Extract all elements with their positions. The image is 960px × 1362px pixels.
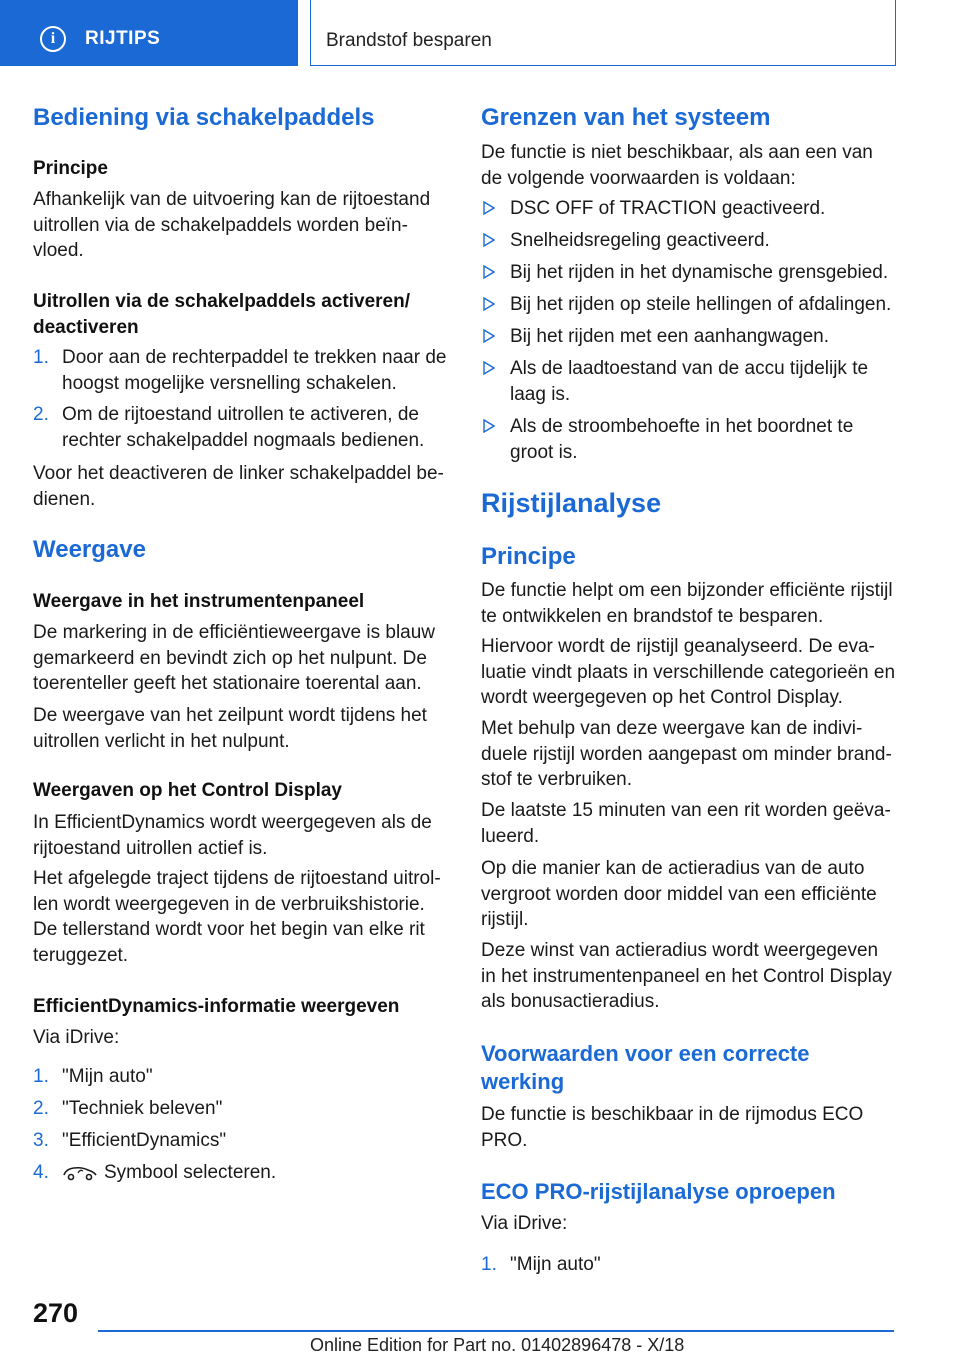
section-tab [310,0,896,66]
bullet-item [481,196,897,222]
list-item [33,1128,448,1154]
list-number: 1. [481,1254,497,1275]
list-text: "EfficientDynamics" [62,1130,227,1151]
footer-edition: Online Edition for Part no. 01402896478 - X/18 [310,1335,685,1355]
heading-eco-pro: ECO PRO-rijstijlanalyse oproepen [481,1179,836,1204]
bullet-text: Als de laadtoestand van de accu tijdelijk te laag is. [510,358,869,405]
list-number: 4. [33,1162,49,1183]
bullet-text: Bij het rijden in het dynamische grensgebied. [510,262,889,283]
heading-uitrollen: Uitrollen via de schakelpaddels activeren/ deactiveren [33,291,410,338]
bullet-triangle-icon [483,201,495,215]
chapter-tab [0,0,298,66]
bullet-triangle-icon [483,361,495,375]
heading-grenzen: Grenzen van het systeem [481,104,771,131]
bullet-text: Als de stroombehoefte in het boordnet te groot is. [510,416,854,463]
list-item [33,402,448,453]
page-number: 270 [33,1298,79,1328]
page-header [0,0,960,66]
list-text-with-icon [62,1160,448,1186]
list-text: Symbool selecteren. [104,1162,277,1183]
list-item [33,1064,448,1090]
bullet-triangle-icon [483,419,495,433]
bullet-item [481,324,897,350]
bullet-triangle-icon [483,329,495,343]
paragraph-grenzen: De functie is niet beschikbaar, als aan een van de volgende voorwaarden is voldaan: [481,142,873,189]
bullet-item [481,228,897,254]
footer-divider [98,1330,894,1332]
bullet-text: DSC OFF of TRACTION geactiveerd. [510,198,826,219]
paragraph-via-idrive-right: Via iDrive: [481,1213,568,1234]
heading-rijstijlanalyse: Rijstijlanalyse [481,488,662,518]
list-number: 1. [33,1066,49,1087]
bullet-triangle-icon [483,233,495,247]
list-number: 3. [33,1130,49,1151]
heading-principe: Principe [33,158,108,179]
paragraph-instrumentenpaneel-2: De weergave van het zeilpunt wordt tijdens het uitrollen verlicht in het nulpunt. [33,705,427,752]
paragraph-rijstijl-5: Op die manier kan de actieradius van de auto vergroot worden door middel van een efficiënte rijstijl. [481,858,877,930]
heading-bediening: Bediening via schakelpaddels [33,104,375,131]
list-number: 2. [33,1098,49,1119]
list-text: "Mijn auto" [62,1066,153,1087]
list-number: 2. [33,404,49,425]
paragraph-rijstijl-4: De laatste 15 minuten van een rit worden geëva-lueerd. [481,800,891,847]
paragraph-rijstijl-6: Deze winst van actieradius wordt weergegeven in het instrumentenpaneel en het Control Display als bonusactieradius. [481,940,892,1012]
list-text: "Techniek beleven" [62,1098,223,1119]
list-item [33,1096,448,1122]
paragraph-control-display-2: Het afgelegde traject tijdens de rijtoestand uitrol-len wordt weergegeven in de verbruikshistorie. De tellerstand wordt voor het begin van elke rit teruggezet. [33,868,441,966]
bullet-text: Bij het rijden op steile hellingen of afdalingen. [510,294,892,315]
paragraph-via-idrive: Via iDrive: [33,1027,120,1048]
chapter-tab-label: RIJTIPS [85,28,161,49]
bullet-item [481,356,897,407]
paragraph-instrumentenpaneel-1: De markering in de efficiëntieweergave is blauw gemarkeerd en bevindt zich op het nulpunt. De toerenteller geeft het stationaire toerental aan. [33,622,436,694]
list-text: "Mijn auto" [510,1254,601,1275]
paragraph-control-display-1: In EfficientDynamics wordt weergegeven als de rijtoestand uitrollen actief is. [33,812,432,859]
paragraph-rijstijl-3: Met behulp van deze weergave kan de indivi-duele rijstijl worden aangepast om minder brand-stof te verbruiken. [481,718,892,790]
paragraph-voorwaarden: De functie is beschikbaar in de rijmodus ECO PRO. [481,1104,864,1151]
list-text: Door aan de rechterpaddel te trekken naar de hoogst mogelijke versnelling schakelen. [62,347,447,394]
paragraph-principe: Afhankelijk van de uitvoering kan de rijtoestand uitrollen via de schakelpaddels worden beïn-vloed. [33,189,431,261]
heading-ed-info: EfficientDynamics-informatie weergeven [33,996,400,1017]
heading-weergave: Weergave [33,536,146,563]
bullet-item [481,414,897,465]
list-item [481,1252,897,1278]
list-item [33,345,448,396]
bullet-text: Snelheidsregeling geactiveerd. [510,230,770,251]
heading-principe-rijstijl: Principe [481,543,576,570]
bullet-triangle-icon [483,297,495,311]
heading-control-display: Weergaven op het Control Display [33,780,342,801]
list-item [33,1160,448,1186]
list-text: Om de rijtoestand uitrollen te activeren, de rechter schakelpaddel nogmaals bedienen. [62,404,425,451]
bullet-triangle-icon [483,265,495,279]
bullet-item [481,292,897,318]
bullet-text: Bij het rijden met een aanhangwagen. [510,326,830,347]
paragraph-rijstijl-2: Hiervoor wordt de rijstijl geanalyseerd. De eva-luatie vindt plaats in verschillende categorieën en wordt weergegeven op het Control Display. [481,636,896,708]
car-eco-icon [62,1164,98,1182]
paragraph-rijstijl-1: De functie helpt om een bijzonder efficiënte rijstijl te ontwikkelen en brandstof te besparen. [481,580,893,627]
section-title: Brandstof besparen [326,30,492,51]
heading-instrumentenpaneel: Weergave in het instrumentenpaneel [33,591,365,612]
info-icon: i [40,26,66,52]
paragraph-deactiveren: Voor het deactiveren de linker schakelpaddel be-dienen. [33,463,444,510]
heading-voorwaarden: Voorwaarden voor een correcte werking [481,1041,810,1094]
bullet-item [481,260,897,286]
list-number: 1. [33,347,49,368]
